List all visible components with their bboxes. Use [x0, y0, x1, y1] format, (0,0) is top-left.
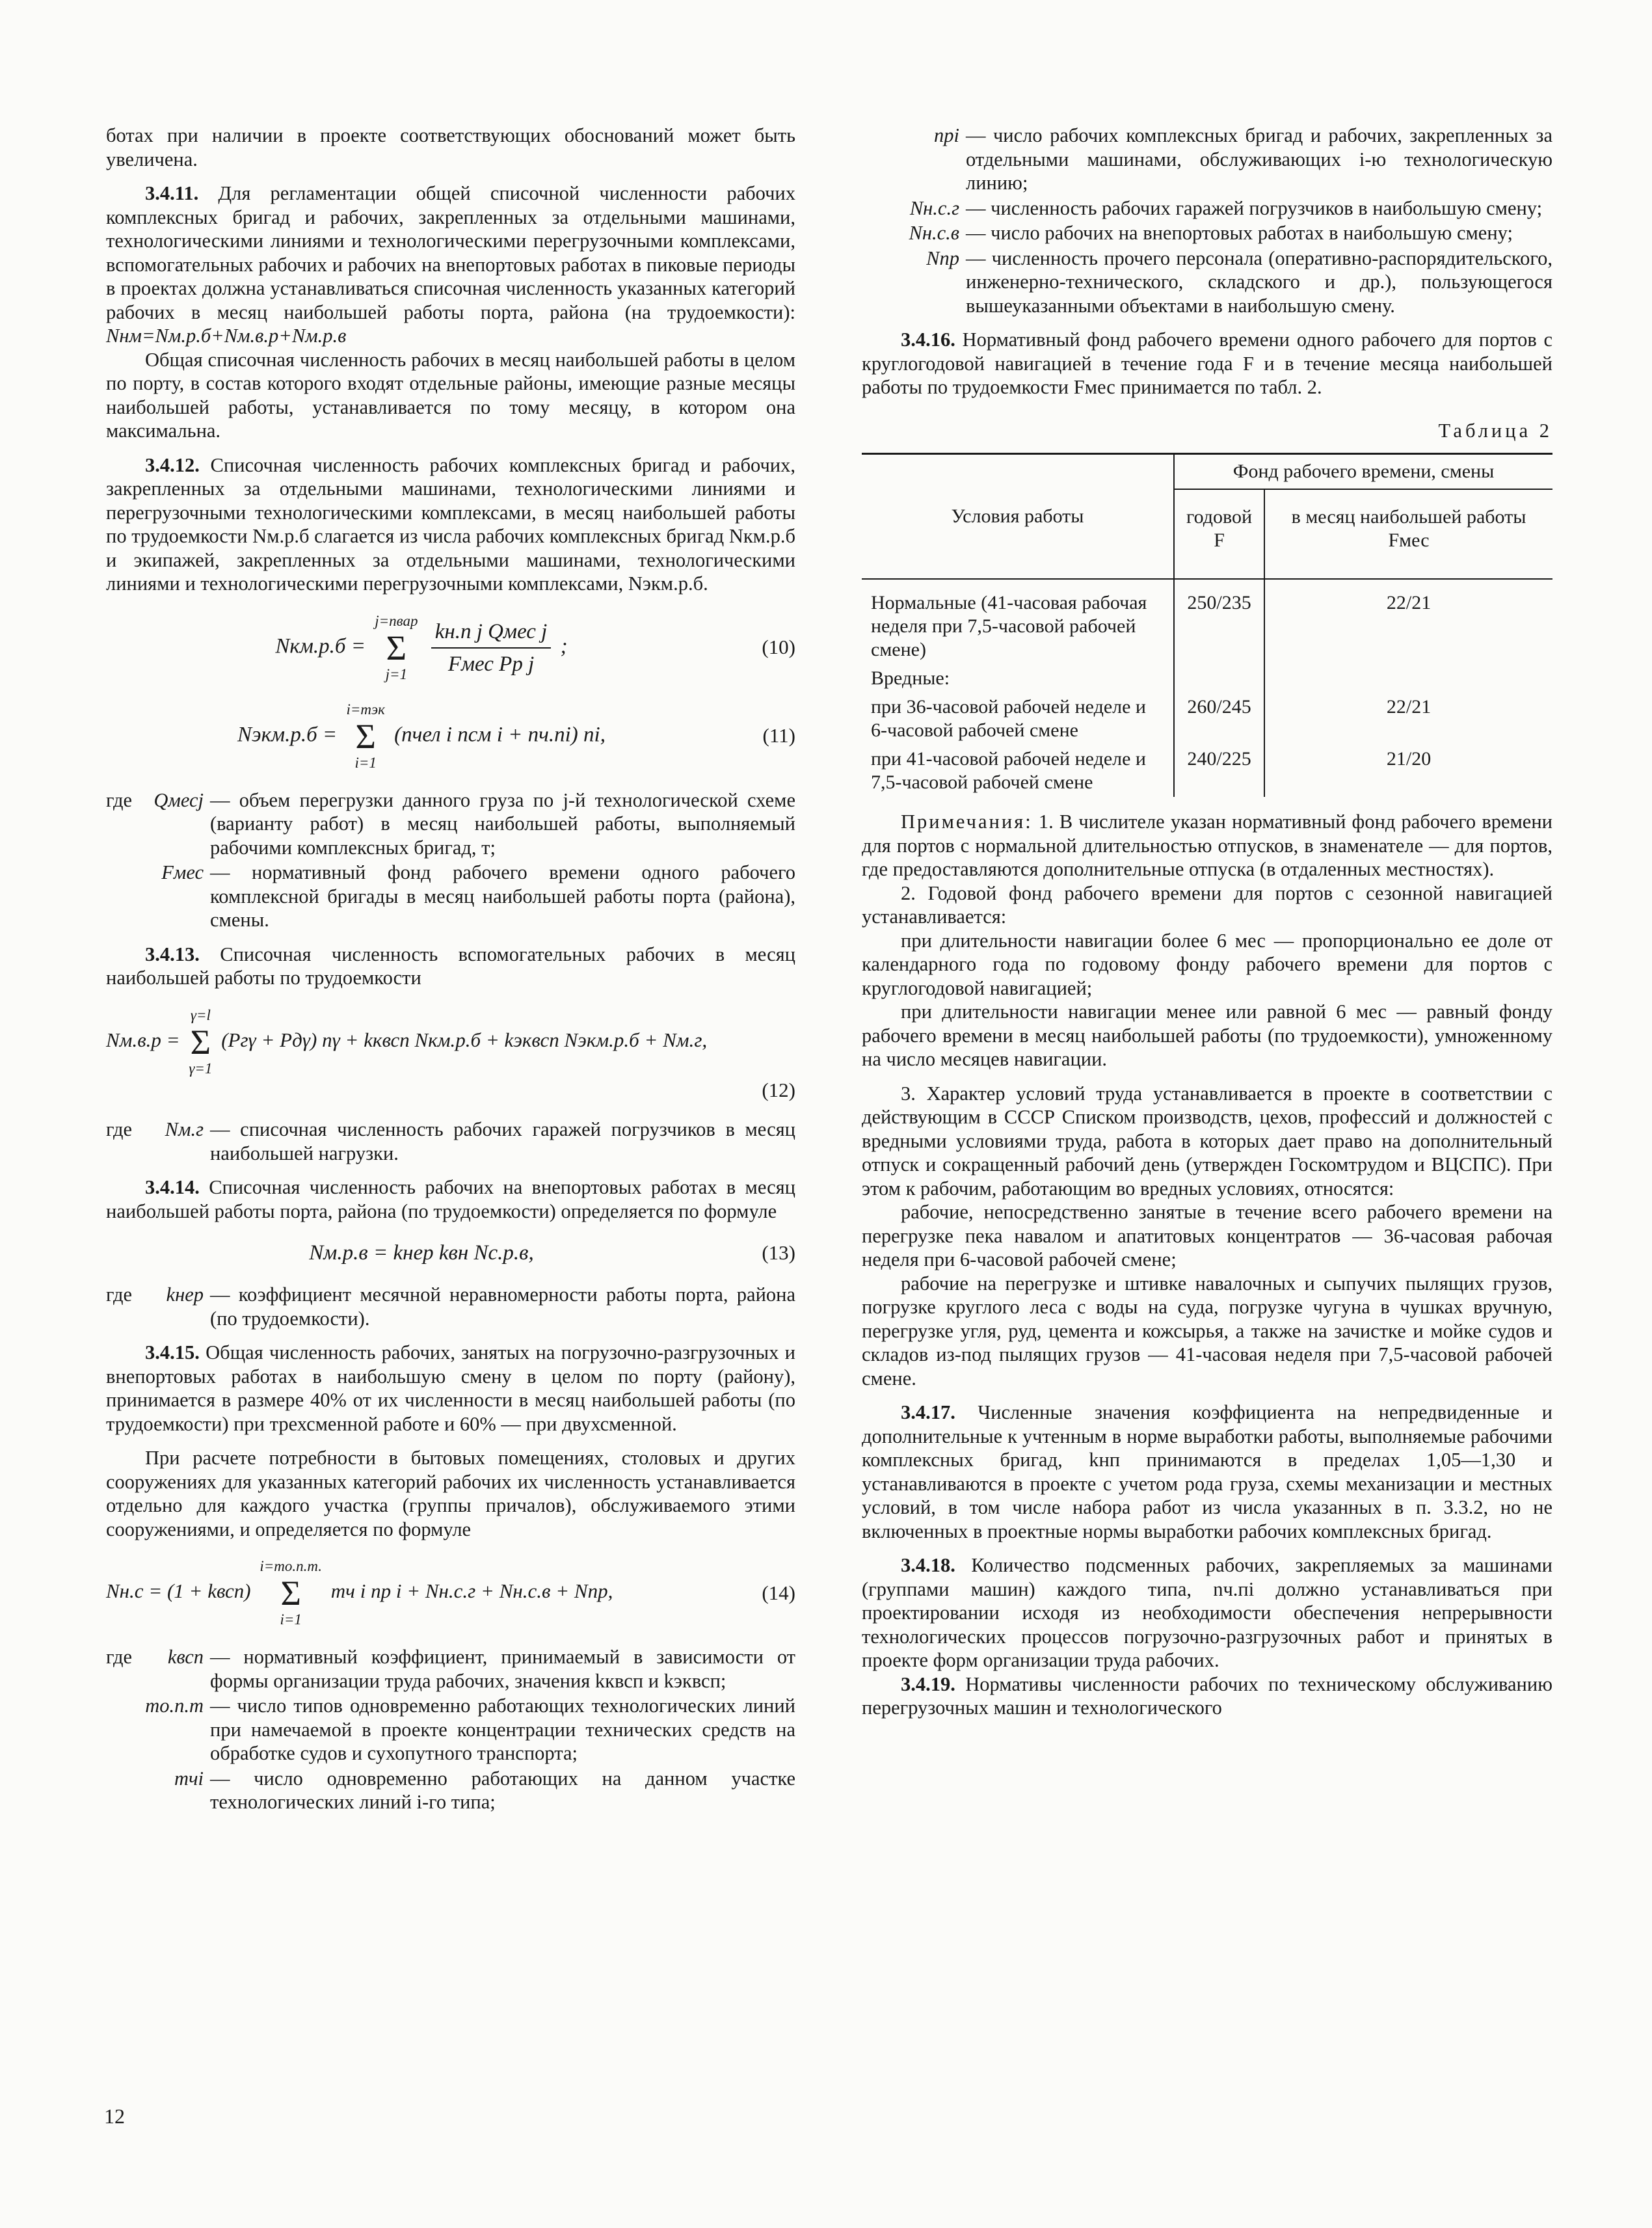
- table-cell: [1264, 664, 1552, 693]
- table-row: [862, 664, 1552, 693]
- table-row: [862, 579, 1552, 664]
- symbol: Fмес: [161, 861, 204, 883]
- column-header: годовой F: [1174, 489, 1264, 579]
- note-text: рабочие на перегрузке и штивке навалочных и сыпучих пылящих грузов, погрузке круглого леса с воды на суда, погрузке чугуна в чушках вручную, перегрузке угля, руд, цемента и кожсырья, а также на зачистке и мойке судов и складов из-под пылящих грузов — 41-часовая неделя при 7,5-часовой рабочей смене.: [862, 1272, 1552, 1389]
- symbol: npi: [934, 124, 959, 146]
- fraction: $\frac{\text{kн.п j Qмес j}}{\text{Fмес Pр j}}$: [431, 617, 552, 678]
- eq-body: Nм.р.в = kнер kвн Nс.р.в,: [309, 1241, 534, 1265]
- paragraph-text: Списочная численность вспомогательных рабочих в месяц наибольшей работы по трудоемкости: [106, 943, 795, 989]
- eq-body: (Pгγ + Pдγ) nγ + kквсп Nкм.р.б + kэквсп Nэкм.р.б + Nм.г,: [221, 1028, 708, 1051]
- section-3-4-14: [106, 1175, 795, 1223]
- paragraph-text: Списочная численность рабочих комплексных бригад и рабочих, закрепленных за отдельными машинами, технологическими линиями и перегрузочными технологическими комплексами, в месяц наибольшей работы по трудоемкости Nм.р.б слагается из числа рабочих комплексных бригад Nкм.р.б и экипажей, закрепленных за отдельными машинами, технологическими линиями и технологическими перегрузочными комплексами, Nэкм.р.б.: [106, 453, 795, 595]
- table-row: [862, 693, 1552, 745]
- symbol: kвсп: [167, 1646, 204, 1668]
- section-number: 3.4.12.: [145, 453, 200, 476]
- paragraph: ботах при наличии в проекте соответствующих обоснований может быть увеличена.: [106, 124, 795, 170]
- definition: — численность прочего персонала (оперативно-распорядительского, инженерно-технического, складского и др.), пользующегося вышеуказанными объектами в наибольшую смену.: [966, 247, 1552, 317]
- symbol: Nн.с.в: [909, 222, 959, 244]
- equation-11: [106, 700, 795, 773]
- equation-number: (10): [762, 636, 795, 659]
- table-cell: Нормальные (41-часовая рабочая неделя при 7,5-часовой рабочей смене): [871, 592, 1147, 660]
- sum-symbol: γ=l Σ γ=1: [189, 1006, 213, 1077]
- section-number: 3.4.14.: [145, 1176, 200, 1198]
- paragraph-text: Нормативный фонд рабочего времени одного рабочего для портов с круглогодовой навигацией в течение года F и в течение месяца наибольшей работы по трудоемкости Fмес принимается по табл. 2.: [862, 329, 1552, 398]
- symbol: kнер: [166, 1283, 204, 1306]
- symbol: Nпр: [926, 247, 959, 269]
- note-text: при длительности навигации более 6 мес — пропорционально ее доле от календарного года по годовому фонду рабочего времени для портов с круглогодовой навигацией;: [862, 929, 1552, 999]
- section-3-4-19: [862, 1672, 1552, 1720]
- note-text: 3. Характер условий труда устанавливается в проекте в соответствии с действующим в СССР Списком производств, цехов, профессий и должностей с вредными условиями труда, работа в которых дает право на дополнительный отпуск и сокращенный рабочий день (утвержден Госкомтрудом и ВЦСПС). При этом к рабочим, работающим во вредных условиях, относятся:: [862, 1082, 1552, 1200]
- eq-body: (nчел i nсм i + nч.пi) ni,: [394, 723, 606, 747]
- definitions-list: где kнер — коэффициент месячной неравномерности работы порта, района (по трудоемкости).: [106, 1283, 795, 1330]
- table-cell: 22/21: [1264, 579, 1552, 664]
- equation-14: [106, 1557, 795, 1630]
- equation-number: (13): [762, 1241, 795, 1264]
- equation-12: [106, 1006, 795, 1103]
- table-body: [862, 579, 1552, 797]
- symbol: mо.п.т: [145, 1695, 204, 1717]
- eq-lhs: Nн.с = (1 + kвсп): [106, 1579, 251, 1603]
- paragraph: Общая списочная численность рабочих в месяц наибольшей работы в целом по порту, в состав которого входят отдельные районы, имеющие разные месяцы наибольшей работы, устанавливается по тому месяцу, в котором она максимальна.: [106, 348, 795, 442]
- note-text: рабочие, непосредственно занятые в течение всего рабочего времени на перегрузке пека навалом и апатитовых концентратов — 36-часовая рабочая неделя при 6-часовой рабочей смене;: [862, 1201, 1552, 1270]
- note-text: 1. В числителе указан нормативный фонд рабочего времени для портов с нормальной длительностью отпусков, в знаменателе — для портов, где предоставляются дополнительные отпуска (в отдаленных местностях).: [862, 811, 1552, 880]
- note-text: при длительности навигации менее или равной 6 мес — равный фонду рабочего времени в месяц наибольшей работы (по трудоемкости), умноженному на число месяцев навигации.: [862, 1000, 1552, 1070]
- table-cell: при 41-часовой рабочей неделе и 7,5-часовой рабочей смене: [871, 748, 1146, 793]
- definition: — число рабочих на внепортовых работах в наибольшую смену;: [966, 222, 1513, 244]
- formula-inline: Nнм=Nм.р.б+Nм.в.р+Nм.р.в: [106, 325, 347, 347]
- symbol: Qмесj: [153, 788, 204, 811]
- column-header: в месяц наибольшей работы Fмес: [1264, 489, 1552, 579]
- eq-lhs: Nм.в.р =: [106, 1028, 180, 1051]
- section-3-4-12: [106, 453, 795, 596]
- definition: — списочная численность рабочих гаражей погрузчиков в месяц наибольшей нагрузки.: [210, 1118, 795, 1164]
- table-cell: 260/245: [1174, 693, 1264, 745]
- table-row: [862, 745, 1552, 797]
- paragraph-text: Списочная численность рабочих на внепортовых работах в месяц наибольшей работы порта, района (по трудоемкости) определяется по формуле: [106, 1176, 796, 1222]
- eq-lhs: Nкм.р.б =: [275, 634, 366, 658]
- section-number: 3.4.18.: [901, 1554, 955, 1576]
- symbol: Nн.с.г: [909, 196, 959, 219]
- definitions-list: где Nм.г — списочная численность рабочих гаражей погрузчиков в месяц наибольшей нагрузки.: [106, 1118, 795, 1164]
- section-3-4-15: [106, 1341, 795, 1436]
- notes: [862, 810, 1552, 1390]
- left-column: [106, 124, 795, 1818]
- section-number: 3.4.16.: [901, 329, 955, 351]
- definition: — нормативный фонд рабочего времени одного рабочего комплексной бригады в месяц наибольшей работы порта (района), смены.: [210, 861, 795, 931]
- definition: — число рабочих комплексных бригад и рабочих, закрепленных за отдельными машинами, обслуживающих i-ю технологическую линию;: [966, 124, 1552, 194]
- section-number: 3.4.15.: [145, 1341, 200, 1363]
- table-caption: Таблица 2: [1438, 419, 1552, 442]
- paragraph-text: Общая численность рабочих, занятых на погрузочно-разгрузочных и внепортовых работах в наибольшую смену в целом по порту (району), принимается в размере 40% от их численности в месяц наибольшей работы (по трудоемкости) при трехсменной работе и 60% — при двухсменной.: [106, 1341, 796, 1435]
- paragraph-text: Количество подсменных рабочих, закрепляемых за машинами (группами машин) каждого типа, nч.пi должно устанавливаться при проектировании исходя из необходимости обеспечения непрерывности технологических процессов погрузочно-разгрузочных работ и принятых в проекте форм организации труда рабочих.: [862, 1554, 1552, 1671]
- right-column: [862, 124, 1552, 1720]
- sum-symbol: i=mо.п.т. Σ i=1: [260, 1558, 323, 1628]
- definitions-list: где kвсп — нормативный коэффициент, принимаемый в зависимости от формы организации труда рабочих, значения kквсп и kэквсп; mо.п.т — число типов одновременно работающих технологических линий при намечаемой в проекте концентрации технических средств на обработке судов и сухопутного транспорта; mчi — число одновременно работающих на данном участке технологических линий i-го типа;: [106, 1646, 795, 1813]
- sum-symbol: j=nвар Σ j=1: [375, 612, 418, 682]
- table-cell: [1174, 664, 1264, 693]
- equation-10: Nкм.р.б = j=nвар Σ j=1 $\frac{\text{kн.п j Qмес j}}{\text{Fмес Pр j}}$ ; (10): [106, 611, 795, 684]
- definition: — объем перегрузки данного груза по j-й технологической схеме (варианту работ) в месяц наибольшей работы, выполняемый рабочими комплексных бригад, т;: [210, 788, 795, 859]
- eq-body: mч i np i + Nн.с.г + Nн.с.в + Nпр,: [330, 1579, 613, 1603]
- section-number: 3.4.13.: [145, 943, 200, 965]
- sum-symbol: i=mэк Σ i=1: [346, 701, 385, 771]
- equation-13: [106, 1239, 795, 1267]
- definition: — численность рабочих гаражей погрузчиков в наибольшую смену;: [966, 196, 1543, 219]
- definition: — число типов одновременно работающих технологических линий при намечаемой в проекте концентрации технических средств на обработке судов и сухопутного транспорта;: [210, 1695, 795, 1764]
- section-3-4-16: [862, 328, 1552, 399]
- section-number: 3.4.19.: [901, 1672, 955, 1695]
- definitions-list: [862, 124, 1552, 317]
- page-number: 12: [104, 2104, 125, 2128]
- symbol: Nм.г: [165, 1118, 204, 1140]
- table-cell: Вредные:: [871, 667, 950, 689]
- equation-number: (12): [762, 1078, 795, 1101]
- working-time-table: [862, 453, 1552, 797]
- table-cell: 250/235: [1174, 579, 1264, 664]
- section-3-4-11: [106, 181, 795, 348]
- eq-lhs: Nэкм.р.б =: [237, 723, 338, 747]
- paragraph: При расчете потребности в бытовых помещениях, столовых и других сооружениях для указанных категорий рабочих их численность устанавливается отдельно для каждого участка (группы причалов), обслуживаемого этими сооружениями, и определяется по формуле: [106, 1447, 795, 1540]
- column-header: Фонд рабочего времени, смены: [1174, 454, 1552, 490]
- section-3-4-13: [106, 943, 795, 990]
- definition: — нормативный коэффициент, принимаемый в зависимости от формы организации труда рабочих, значения kквсп и kэквсп;: [210, 1646, 795, 1692]
- column-header: Условия работы: [862, 454, 1174, 580]
- note-text: 2. Годовой фонд рабочего времени для портов с сезонной навигацией устанавливается:: [862, 881, 1552, 928]
- section-number: 3.4.17.: [901, 1401, 955, 1423]
- section-number: 3.4.11.: [145, 182, 199, 204]
- table-cell: 21/20: [1264, 745, 1552, 797]
- table-cell: при 36-часовой рабочей неделе и 6-часовой рабочей смене: [871, 696, 1146, 741]
- notes-label: Примечания:: [901, 811, 1033, 833]
- equation-number: (11): [762, 724, 795, 747]
- symbol: mчi: [174, 1767, 204, 1790]
- definition: — число одновременно работающих на данном участке технологических линий i-го типа;: [210, 1767, 795, 1813]
- section-3-4-17: [862, 1401, 1552, 1543]
- equation-number: (14): [762, 1581, 795, 1604]
- section-3-4-18: [862, 1553, 1552, 1672]
- paragraph-text: Нормативы численности рабочих по техническому обслуживанию перегрузочных машин и технологического: [862, 1672, 1552, 1719]
- paragraph-text: Для регламентации общей списочной численности рабочих комплексных бригад и рабочих, закрепленных за отдельными машинами, технологическими линиями и технологическими перегрузочными комплексами, вспомогательных рабочих и рабочих на внепортовых работах в пиковые периоды в проектах должна устанавливаться списочная численность указанных категорий рабочих в месяц наибольшей работы порта, района (на трудоемкости):: [106, 182, 796, 323]
- table-cell: 240/225: [1174, 745, 1264, 797]
- paragraph-text: Численные значения коэффициента на непредвиденные и дополнительные к учтенным в норме выработки работы, выполняемые рабочими комплексных бригад, kнп принимаются в пределах 1,05—1,30 и устанавливаются в проекте с учетом рода груза, схемы механизации и местных условий, в том числе набора работ из числа указанных в п. 3.3.2, но не включенных в проектные нормы выработки рабочих комплексных бригад.: [862, 1401, 1553, 1542]
- definitions-list: где Qмесj — объем перегрузки данного груза по j-й технологической схеме (варианту работ) в месяц наибольшей работы, выполняемый рабочими комплексных бригад, т; Fмес — нормативный фонд рабочего времени одного рабочего комплексной бригады в месяц наибольшей работы порта (района), смены.: [106, 788, 795, 931]
- definition: — коэффициент месячной неравномерности работы порта, района (по трудоемкости).: [210, 1283, 795, 1330]
- table-cell: 22/21: [1264, 693, 1552, 745]
